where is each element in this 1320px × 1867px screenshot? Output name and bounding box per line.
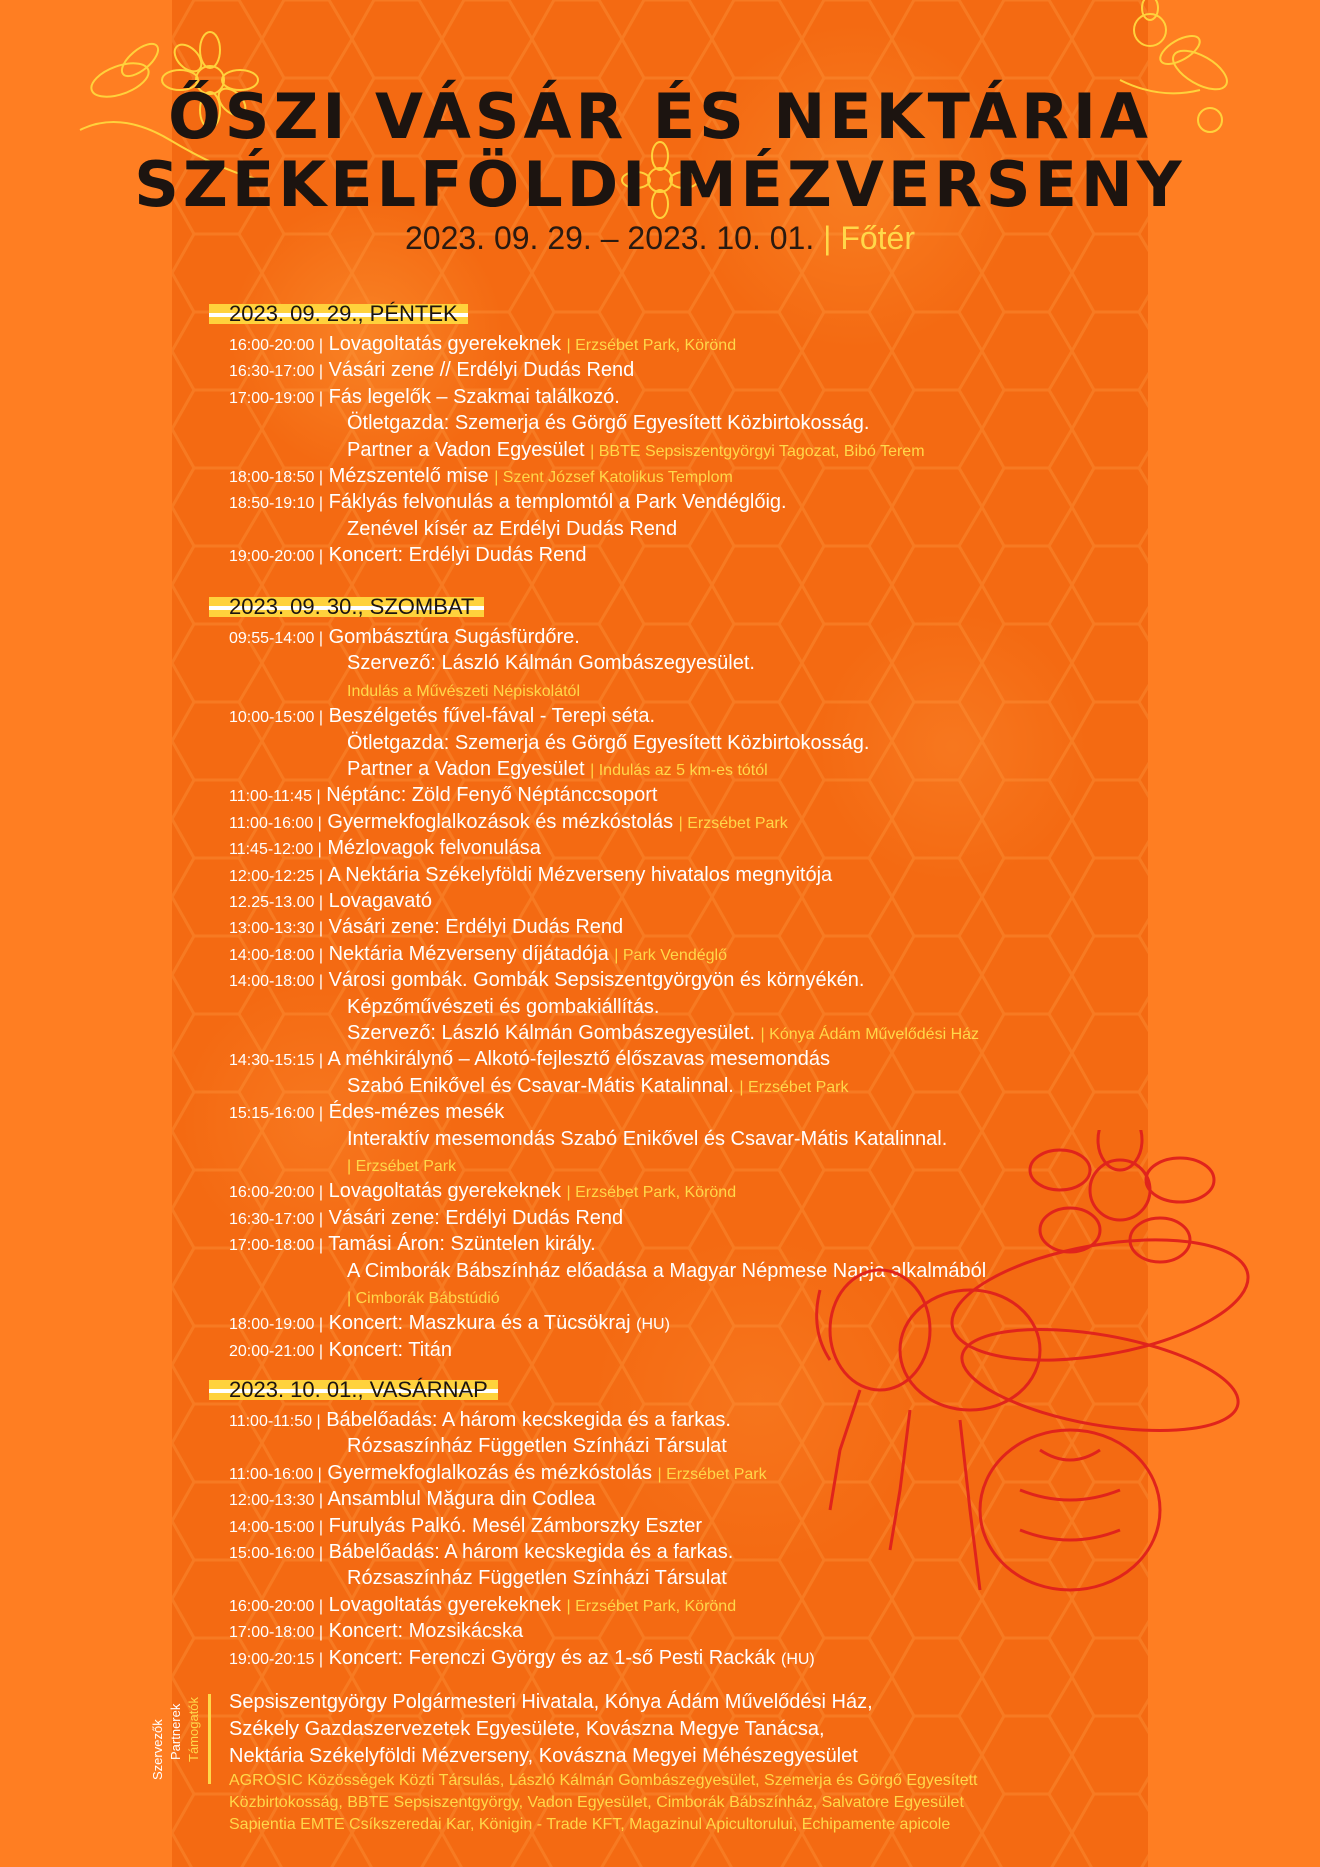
schedule-row <box>229 1618 523 1646</box>
event-title: Gyermekfoglalkozások és mézkóstolás <box>327 810 674 833</box>
event-title: Gyermekfoglalkozás és mézkóstolás <box>327 1461 652 1484</box>
event-title: Rózsaszínház Független Színházi Társulat <box>347 1567 727 1590</box>
event-time: 11:45-12:00 | <box>229 841 322 859</box>
event-title: Lovagoltatás gyerekeknek <box>328 1180 561 1203</box>
country-tag: (HU) <box>636 1316 670 1334</box>
schedule-row <box>229 1099 504 1127</box>
event-venue: | Cimborák Bábstúdió <box>347 1290 500 1307</box>
event-venue: | Szent József Katolikus Templom <box>494 469 733 486</box>
event-time: 16:30-17:00 | <box>229 363 324 381</box>
event-time: 13:00-13:30 | <box>229 920 324 938</box>
event-time: 18:00-18:50 | <box>229 469 324 486</box>
schedule-row <box>229 888 432 916</box>
event-time: 10:00-15:00 | <box>229 709 324 727</box>
schedule-row <box>347 994 659 1020</box>
event-venue: | Erzsébet Park <box>739 1078 849 1096</box>
event-title: Szervező: László Kálmán Gombászegyesület. <box>347 652 755 675</box>
event-time: 18:50-19:10 | <box>229 495 324 513</box>
event-title: Interaktív mesemondás Szabó Enikővel és Csavar-Mátis Katalinnal. <box>347 1127 948 1150</box>
event-dates <box>0 220 1320 257</box>
event-title: Koncert: Ferenczi György és az 1-ső Pesti Rackák <box>328 1646 776 1669</box>
schedule-row <box>347 650 755 676</box>
event-title: Koncert: Titán <box>328 1338 452 1361</box>
event-title: Lovagavató <box>328 890 432 912</box>
event-title: Édes-mézes mesék <box>328 1101 505 1124</box>
schedule-row <box>229 862 832 890</box>
schedule-row <box>229 1205 623 1233</box>
event-title: Zenével kísér az Erdélyi Dudás Rend <box>347 517 678 540</box>
schedule-row <box>229 624 580 652</box>
schedule-row <box>347 516 677 542</box>
event-time: 11:00-11:50 | <box>229 1413 321 1430</box>
event-title: Mézszentelő mise <box>328 465 489 487</box>
event-time: 19:00-20:15 | <box>229 1650 324 1668</box>
event-time: 11:00-11:45 | <box>229 788 321 806</box>
event-title: Koncert: Maszkura és a Tücsökraj <box>328 1312 631 1335</box>
schedule-row <box>347 1020 979 1048</box>
event-time: 12:00-13:30 | <box>229 1492 324 1510</box>
event-time: 14:00-18:00 | <box>229 946 324 964</box>
event-time: 14:00-15:00 | <box>229 1518 324 1536</box>
event-time: 17:00-18:00 | <box>229 1237 324 1255</box>
event-venue: | Erzsébet Park, Körönd <box>566 1184 737 1202</box>
event-time: 14:00-18:00 | <box>229 973 324 991</box>
event-time: 11:00-16:00 | <box>229 814 322 832</box>
schedule-row <box>229 1337 452 1365</box>
schedule-row <box>229 357 634 385</box>
schedule-row <box>229 1513 702 1541</box>
event-title: Ötletgazda: Szemerja és Görgő Egyesített Közbirtokosság. <box>347 731 870 754</box>
event-title: Képzőművészeti és gombakiállítás. <box>347 995 660 1018</box>
event-venue: | Kónya Ádám Művelődési Ház <box>760 1026 980 1043</box>
organizer-line-2: Székely Gazdaszervezetek Egyesülete, Kovászna Megye Tanácsa, <box>229 1718 825 1740</box>
schedule-row <box>229 1460 767 1488</box>
schedule-row <box>347 730 869 756</box>
event-time: 19:00-20:00 | <box>229 548 324 566</box>
event-title: Lovagoltatás gyerekeknek <box>328 1593 561 1616</box>
event-time: 12:00-12:25 | <box>229 867 324 885</box>
event-title: Lovagoltatás gyerekeknek <box>328 333 561 355</box>
schedule-row <box>347 1433 727 1459</box>
event-title: Fáklyás felvonulás a templomtól a Park Vendéglőig. <box>328 491 787 514</box>
event-title: Városi gombák. Gombák Sepsiszentgyörgyön és környékén. <box>328 969 865 992</box>
schedule-row <box>347 1284 500 1312</box>
schedule-row <box>347 410 869 436</box>
footer-divider-bar <box>208 1694 211 1784</box>
event-time: 09:55-14:00 | <box>229 630 324 647</box>
event-title-line-2: SZÉKELFÖLDI MÉZVERSENY <box>134 148 1186 221</box>
event-title: Beszélgetés fűvel-fával - Terepi séta. <box>328 705 656 728</box>
label-supporters: Támogatók <box>186 1696 201 1762</box>
event-title: A méhkirálynő – Alkotó-fejlesztő élőszavas mesemondás <box>327 1048 830 1071</box>
schedule-row <box>229 1486 595 1514</box>
event-time: 14:30-15:15 | <box>229 1052 324 1070</box>
schedule-row <box>347 756 768 784</box>
schedule-row <box>229 1046 830 1074</box>
event-venue: Indulás a Művészeti Népiskolától <box>347 682 581 700</box>
event-title: Koncert: Mozsikácska <box>328 1620 524 1643</box>
event-title: Ötletgazda: Szemerja és Görgő Egyesített Közbirtokosság. <box>347 412 870 435</box>
country-tag: (HU) <box>780 1650 815 1668</box>
event-time: 16:00-20:00 | <box>229 1184 324 1202</box>
event-title: Fás legelők – Szakmai találkozó. <box>328 385 620 408</box>
schedule-row <box>229 1231 596 1259</box>
event-time: 16:00-20:00 | <box>229 1597 324 1615</box>
event-title: Gombásztúra Sugásfürdőre. <box>328 626 580 648</box>
schedule-row <box>347 437 925 465</box>
left-margin-panel <box>0 0 172 1867</box>
label-partners: Partnerek <box>168 1703 183 1760</box>
day-heading-saturday: 2023. 09. 30., SZOMBAT <box>209 597 484 617</box>
event-venue: | Indulás az 5 km-es tótól <box>590 762 768 779</box>
event-time: 15:00-16:00 | <box>229 1545 324 1562</box>
event-title: Bábelőadás: A három kecskegida és a farkas. <box>326 1409 731 1431</box>
partner-line-1: AGROSIC Közösségek Közti Társulás, László Kálmán Gombászegyesület, Szemerja és Görgő Egyesített <box>229 1772 978 1789</box>
event-venue: | Erzsébet Park, Körönd <box>566 337 737 354</box>
event-title: Vásári zene // Erdélyi Dudás Rend <box>328 359 635 382</box>
event-title: Furulyás Palkó. Mesél Zámborszky Eszter <box>328 1514 703 1537</box>
schedule-row <box>229 1407 731 1435</box>
schedule-row <box>229 542 587 570</box>
schedule-row <box>229 1592 736 1620</box>
schedule-row <box>229 967 864 995</box>
schedule-row <box>229 463 733 491</box>
schedule-row <box>229 331 736 359</box>
organizer-line-3: Nektária Székelyföldi Mézverseny, Kovászna Megyei Méhészegyesület <box>229 1745 858 1767</box>
schedule-row <box>229 384 620 412</box>
day-heading-sunday: 2023. 10. 01., VASÁRNAP <box>209 1380 498 1400</box>
schedule-row <box>229 782 658 810</box>
partner-line-2: Közbirtokosság, BBTE Sepsiszentgyörgy, Vadon Egyesület, Cimborák Bábszínház, Salvatore Egyesület <box>229 1794 964 1811</box>
schedule-row <box>347 1152 456 1180</box>
schedule-row <box>229 941 727 969</box>
event-title: Tamási Áron: Szüntelen király. <box>328 1233 596 1256</box>
event-title: Szervező: László Kálmán Gombászegyesület. <box>347 1022 755 1044</box>
event-title-line-1: ŐSZI VÁSÁR ÉS NEKTÁRIA <box>168 80 1152 153</box>
event-title: Partner a Vadon Egyesület <box>347 758 585 780</box>
event-title: Szabó Enikővel és Csavar-Mátis Katalinnal. <box>347 1074 734 1097</box>
event-title: Nektária Mézverseny díjátadója <box>328 942 609 965</box>
event-time: 16:00-20:00 | <box>229 337 324 354</box>
event-title: Ansamblul Măgura din Codlea <box>327 1488 596 1511</box>
event-title: A Cimborák Bábszínház előadása a Magyar Népmese Napja alkalmából <box>347 1259 987 1282</box>
event-time: 17:00-19:00 | <box>229 389 324 407</box>
schedule-row <box>229 809 788 837</box>
event-venue: | Erzsébet Park <box>347 1158 457 1175</box>
event-venue: | Erzsébet Park <box>678 814 788 832</box>
event-time: 18:00-19:00 | <box>229 1316 324 1334</box>
schedule-row <box>229 703 655 731</box>
event-venue: | Erzsébet Park, Körönd <box>566 1597 737 1615</box>
event-title: Vásári zene: Erdélyi Dudás Rend <box>328 916 624 939</box>
schedule-row <box>229 835 541 863</box>
event-title: Partner a Vadon Egyesület <box>347 438 585 461</box>
label-organizers: Szervezők <box>150 1719 165 1780</box>
event-venue: | Erzsébet Park <box>657 1465 767 1483</box>
schedule-row <box>229 1645 815 1673</box>
event-time: 17:00-18:00 | <box>229 1624 324 1642</box>
event-title: Koncert: Erdélyi Dudás Rend <box>328 544 587 567</box>
event-title: A Nektária Székelyföldi Mézverseny hivatalos megnyitója <box>327 863 833 886</box>
event-title: Bábelőadás: A három kecskegida és a farkas. <box>328 1541 734 1563</box>
schedule-row <box>347 1565 727 1591</box>
event-time: 15:15-16:00 | <box>229 1105 324 1123</box>
bee-with-flower-illustration <box>800 1130 1260 1650</box>
schedule-row <box>347 677 580 705</box>
date-range: 2023. 09. 29. – 2023. 10. 01. <box>404 220 815 256</box>
event-venue: | BBTE Sepsiszentgyörgyi Tagozat, Bibó Terem <box>590 442 925 460</box>
event-title: Rózsaszínház Független Színházi Társulat <box>347 1435 727 1458</box>
organizer-line-1: Sepsiszentgyörgy Polgármesteri Hivatala, Kónya Ádám Művelődési Ház, <box>229 1691 873 1713</box>
schedule-row <box>229 1539 733 1567</box>
event-title: Vásári zene: Erdélyi Dudás Rend <box>328 1206 624 1229</box>
event-location: | Főtér <box>823 220 915 256</box>
event-time: 11:00-16:00 | <box>229 1465 322 1483</box>
event-title: Néptánc: Zöld Fenyő Néptánccsoport <box>326 784 658 807</box>
partner-line-3: Sapientia EMTE Csíkszeredai Kar, Königin - Trade KFT, Magazinul Apicultorului, Echipamente apicole <box>229 1816 951 1833</box>
event-title: Mézlovagok felvonulása <box>327 837 541 860</box>
day-heading-friday: 2023. 09. 29., PÉNTEK <box>209 304 468 324</box>
schedule-row <box>229 914 623 942</box>
schedule-row <box>229 1178 736 1206</box>
schedule-row <box>229 489 787 517</box>
event-time: 16:30-17:00 | <box>229 1210 324 1228</box>
event-time: 12.25-13.00 | <box>229 894 324 911</box>
schedule-row <box>229 1310 670 1338</box>
event-venue: | Park Vendéglő <box>614 946 727 964</box>
schedule-row <box>347 1073 849 1101</box>
event-time: 20:00-21:00 | <box>229 1342 324 1360</box>
